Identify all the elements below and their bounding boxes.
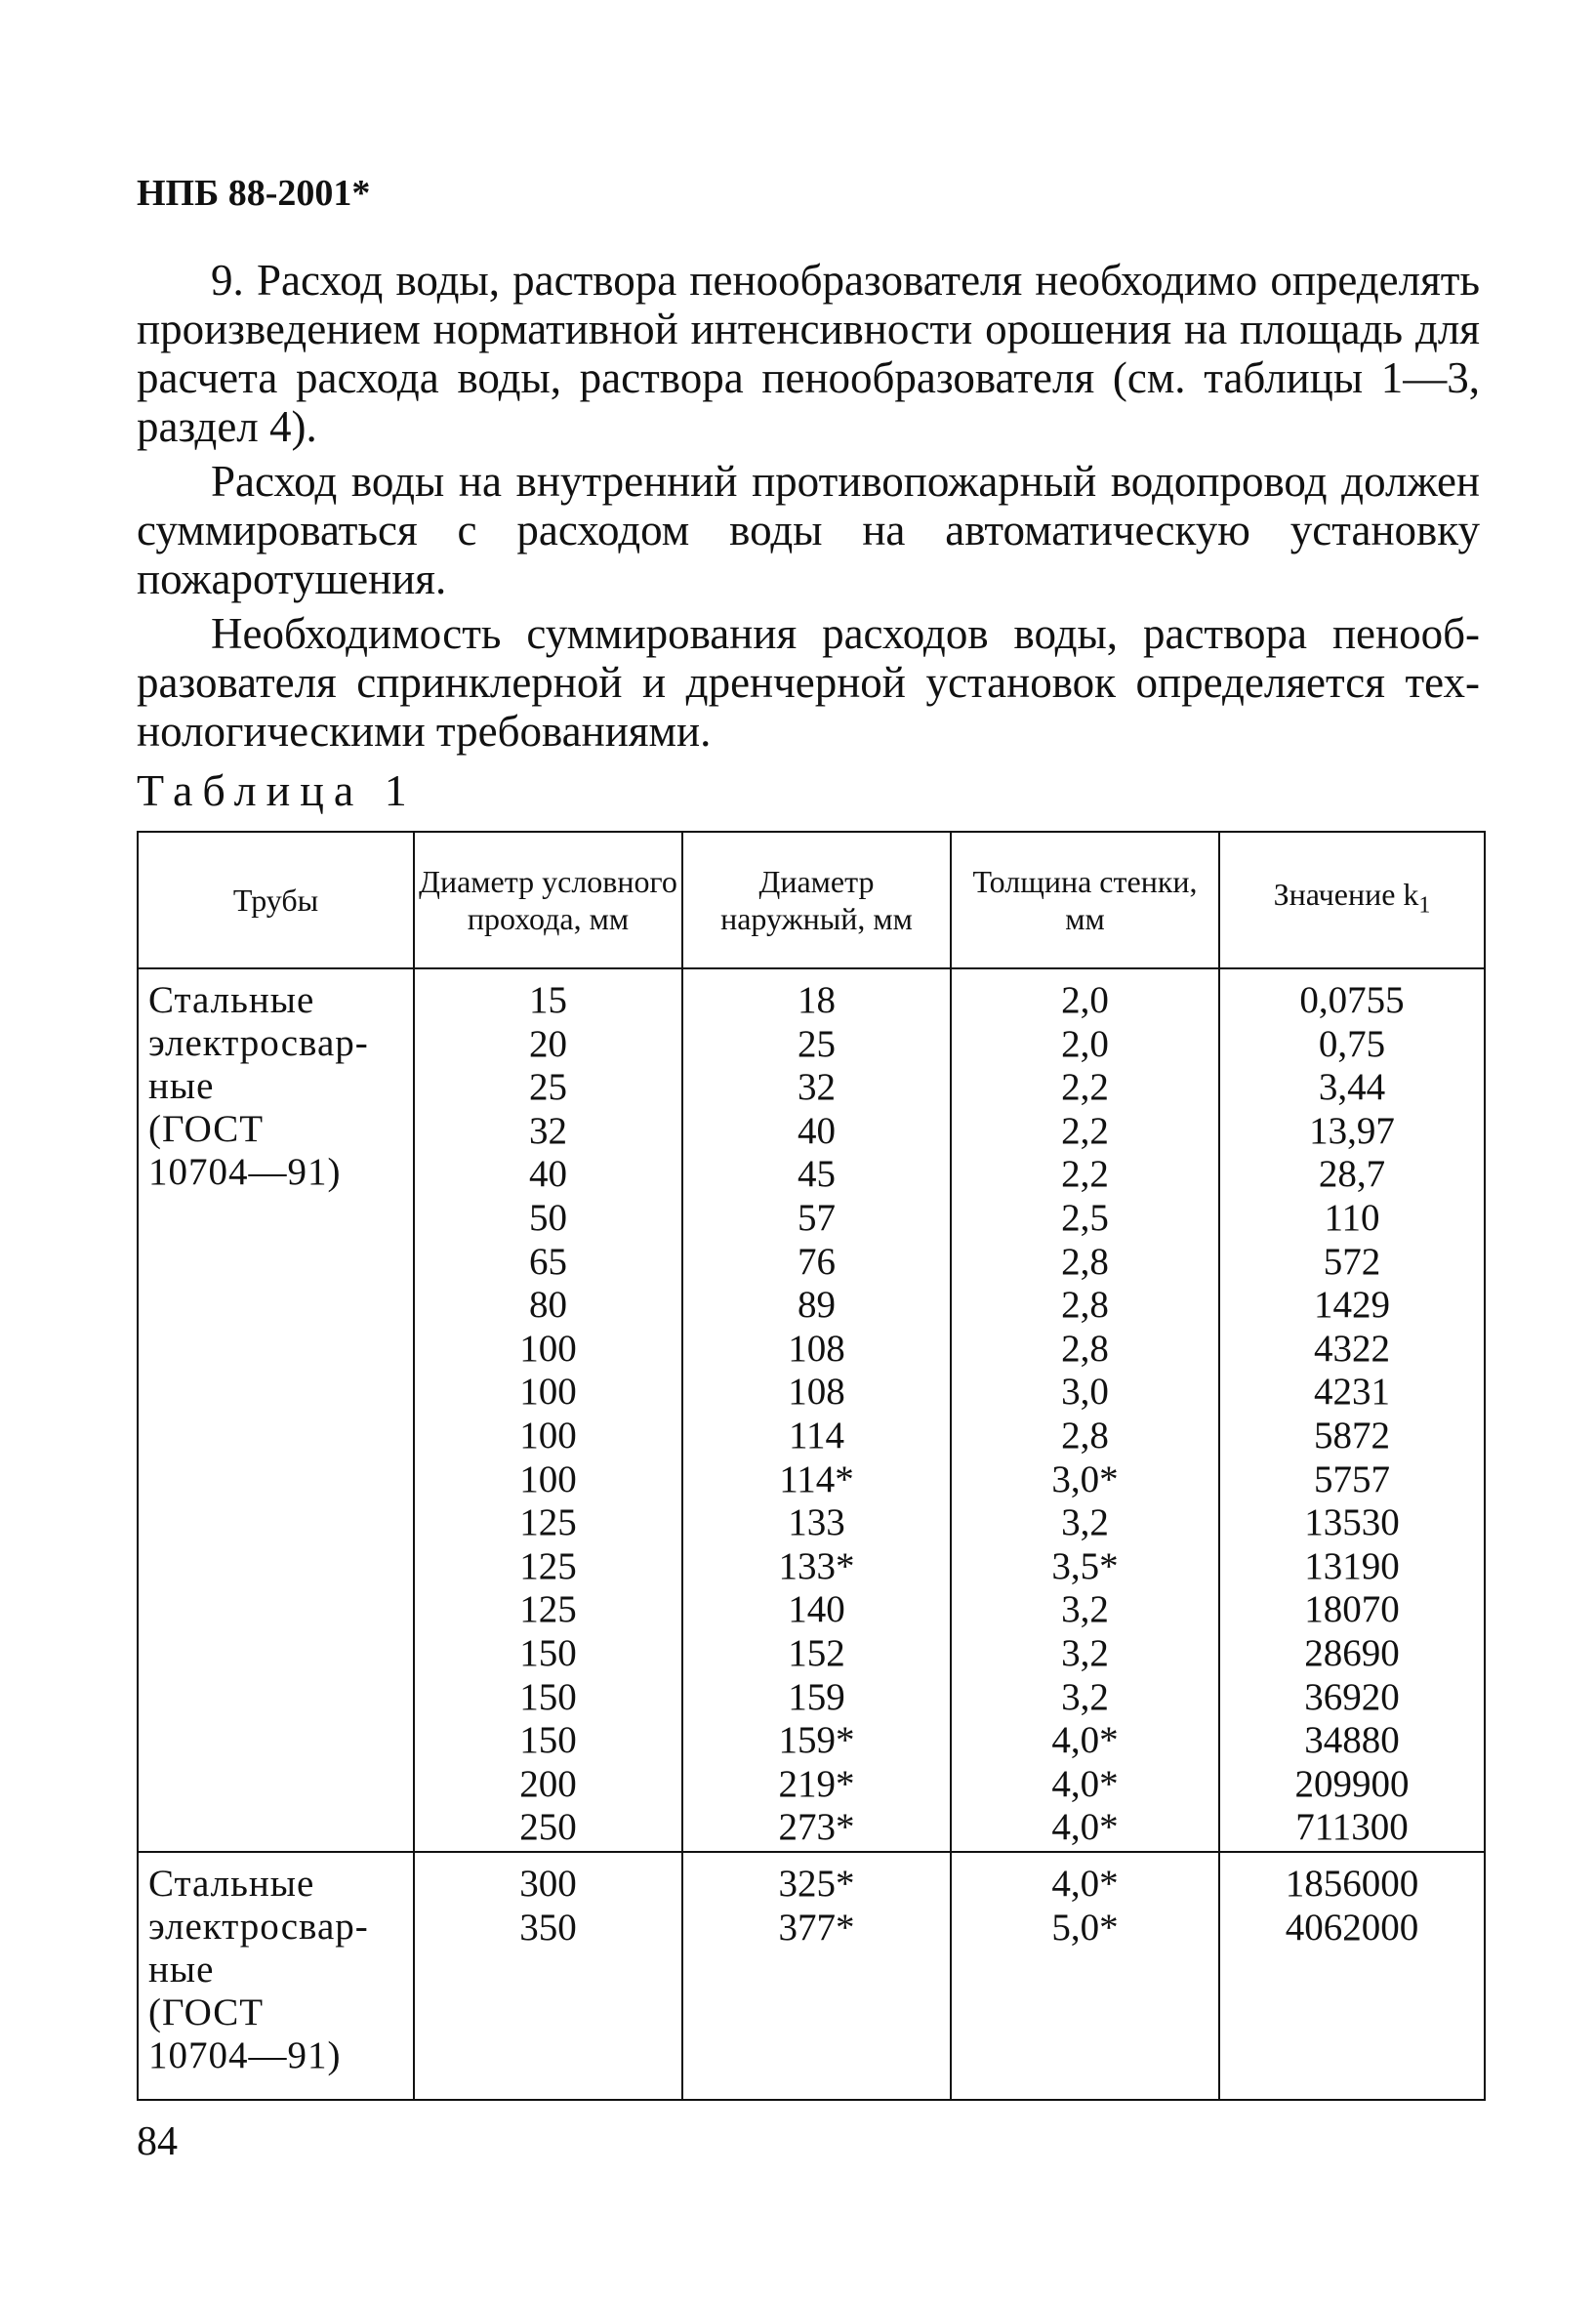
nominal-diameter-value: 40	[529, 1153, 567, 1196]
wall-thickness-value: 2,0	[1061, 1022, 1109, 1065]
nominal-diameter-value: 250	[519, 1806, 577, 1849]
wall-thickness-value: 2,8	[1061, 1414, 1109, 1457]
k1-value-cell	[1219, 1852, 1485, 2100]
k1-value-value: 4322	[1314, 1327, 1390, 1370]
pipe-type-line: электросвар-	[148, 1022, 369, 1064]
outer-diameter-value: 133	[788, 1501, 845, 1544]
wall-thickness-value: 2,2	[1061, 1153, 1109, 1196]
outer-diameter-value: 108	[788, 1371, 845, 1414]
k1-value-value: 28,7	[1318, 1153, 1386, 1196]
k1-label: Значение k	[1273, 877, 1419, 913]
nominal-diameter-value: 100	[519, 1414, 577, 1457]
wall-thickness-value: 5,0*	[1051, 1906, 1119, 1949]
nominal-diameter-value: 32	[529, 1109, 567, 1152]
outer-diameter-value: 159*	[778, 1719, 855, 1762]
k1-value-value: 0,75	[1318, 1022, 1386, 1065]
wall-thickness-value: 2,0	[1061, 979, 1109, 1021]
wall-thickness-value: 2,5	[1061, 1196, 1109, 1239]
outer-diameter-value: 273*	[778, 1806, 855, 1849]
nominal-diameter-value: 80	[529, 1284, 567, 1327]
wall-thickness-value: 4,0*	[1051, 1719, 1119, 1762]
nominal-diameter-cell	[414, 968, 682, 1852]
header-wall-thickness: Толщина стенки, мм	[951, 832, 1219, 968]
pipe-type-line: ные	[148, 1065, 215, 1107]
header-outer-diameter: Диаметр наружный, мм	[682, 832, 951, 968]
outer-diameter-value: 377*	[778, 1906, 855, 1949]
nominal-diameter-value: 100	[519, 1371, 577, 1414]
wall-thickness-value: 3,2	[1061, 1588, 1109, 1631]
outer-diameter-value: 219*	[778, 1762, 855, 1805]
nominal-diameter-value: 150	[519, 1631, 577, 1674]
table-caption: Таблица 1	[137, 765, 417, 815]
wall-thickness-value: 3,0	[1061, 1371, 1109, 1414]
body-text	[137, 256, 1480, 761]
outer-diameter-value: 57	[798, 1196, 836, 1239]
nominal-diameter-value: 125	[519, 1501, 577, 1544]
k1-value-value: 711300	[1295, 1806, 1409, 1849]
k1-value-value: 34880	[1304, 1719, 1400, 1762]
table-header-row	[138, 832, 1485, 968]
nominal-diameter-value: 150	[519, 1719, 577, 1762]
pipe-type-line: Стальные	[148, 1863, 315, 1905]
wall-thickness-value: 4,0*	[1051, 1863, 1119, 1905]
wall-thickness-value: 2,2	[1061, 1109, 1109, 1152]
wall-thickness-cell	[951, 968, 1219, 1852]
nominal-diameter-value: 25	[529, 1066, 567, 1109]
outer-diameter-value: 89	[798, 1284, 836, 1327]
outer-diameter-value: 152	[788, 1631, 845, 1674]
outer-diameter-cell	[682, 968, 951, 1852]
k1-value-value: 36920	[1304, 1675, 1400, 1718]
k1-value-value: 1429	[1314, 1284, 1390, 1327]
paragraph: 9. Расход воды, раствора пенообразователя необходимо определять произведением нормативной интенсивности орошения на площадь для расчета расхода воды, раствора пенообразователя (см. таблицы 1—3, раздел 4).	[137, 256, 1480, 451]
nominal-diameter-value: 125	[519, 1544, 577, 1587]
header-pipes: Трубы	[138, 832, 414, 968]
outer-diameter-value: 159	[788, 1675, 845, 1718]
wall-thickness-value: 3,0*	[1051, 1457, 1119, 1500]
nominal-diameter-value: 50	[529, 1196, 567, 1239]
k1-value-value: 13530	[1304, 1501, 1400, 1544]
k1-value-value: 4231	[1314, 1371, 1390, 1414]
nominal-diameter-value: 100	[519, 1327, 577, 1370]
nominal-diameter-value: 300	[519, 1863, 577, 1905]
pipe-type-cell	[138, 1852, 414, 2100]
k1-value-value: 1856000	[1285, 1863, 1419, 1905]
pipe-type-line: 10704—91)	[148, 2034, 342, 2076]
k1-value-value: 4062000	[1285, 1906, 1419, 1949]
wall-thickness-value: 4,0*	[1051, 1762, 1119, 1805]
table-row-group	[138, 968, 1485, 1852]
k1-value-value: 13,97	[1309, 1109, 1395, 1152]
k1-value-value: 5872	[1314, 1414, 1390, 1457]
outer-diameter-value: 108	[788, 1327, 845, 1370]
k1-value-value: 28690	[1304, 1631, 1400, 1674]
outer-diameter-value: 25	[798, 1022, 836, 1065]
wall-thickness-value: 2,8	[1061, 1240, 1109, 1283]
outer-diameter-value: 18	[798, 979, 836, 1021]
wall-thickness-value: 4,0*	[1051, 1806, 1119, 1849]
header-k1	[1219, 832, 1485, 968]
header-nominal-diameter: Диаметр условного прохода, мм	[414, 832, 682, 968]
nominal-diameter-cell	[414, 1852, 682, 2100]
wall-thickness-value: 3,2	[1061, 1631, 1109, 1674]
k1-value-value: 5757	[1314, 1457, 1390, 1500]
paragraph: Необходимость суммирования расходов воды, раствора пенообразователя спринклерной и дренчерной установок определяется технологическими требованиями.	[137, 609, 1480, 756]
outer-diameter-value: 76	[798, 1240, 836, 1283]
paragraph: Расход воды на внутренний противопожарный водопровод должен суммироваться с расходом воды на автоматическую установку пожаротушения.	[137, 457, 1480, 603]
table-row-group	[138, 1852, 1485, 2100]
k1-subscript: 1	[1418, 892, 1431, 919]
k1-value-value: 110	[1324, 1196, 1380, 1239]
outer-diameter-value: 45	[798, 1153, 836, 1196]
pipe-type-line: электросвар-	[148, 1906, 369, 1948]
wall-thickness-cell	[951, 1852, 1219, 2100]
pipe-type-line: Стальные	[148, 979, 315, 1021]
wall-thickness-value: 2,2	[1061, 1066, 1109, 1109]
nominal-diameter-value: 350	[519, 1906, 577, 1949]
outer-diameter-value: 114	[788, 1414, 845, 1457]
page-number: 84	[137, 2119, 178, 2164]
document-code: НПБ 88-2001*	[137, 173, 371, 214]
outer-diameter-value: 325*	[778, 1863, 855, 1905]
pipe-type-cell	[138, 968, 414, 1852]
wall-thickness-value: 3,2	[1061, 1675, 1109, 1718]
nominal-diameter-value: 100	[519, 1457, 577, 1500]
outer-diameter-value: 114*	[779, 1457, 854, 1500]
nominal-diameter-value: 65	[529, 1240, 567, 1283]
outer-diameter-value: 140	[788, 1588, 845, 1631]
pipe-type-line: ные	[148, 1949, 215, 1991]
pipe-type-line: 10704—91)	[148, 1151, 342, 1193]
k1-value-value: 18070	[1304, 1588, 1400, 1631]
nominal-diameter-value: 125	[519, 1588, 577, 1631]
wall-thickness-value: 2,8	[1061, 1284, 1109, 1327]
pipe-type-line: (ГОСТ	[148, 1108, 265, 1150]
nominal-diameter-value: 15	[529, 979, 567, 1021]
k1-value-value: 209900	[1294, 1762, 1410, 1805]
wall-thickness-value: 2,8	[1061, 1327, 1109, 1370]
k1-value-value: 572	[1323, 1240, 1381, 1283]
pipe-table	[137, 831, 1486, 2101]
outer-diameter-value: 32	[798, 1066, 836, 1109]
outer-diameter-value: 133*	[778, 1544, 855, 1587]
k1-value-cell	[1219, 968, 1485, 1852]
outer-diameter-value: 40	[798, 1109, 836, 1152]
nominal-diameter-value: 20	[529, 1022, 567, 1065]
nominal-diameter-value: 150	[519, 1675, 577, 1718]
k1-value-value: 13190	[1304, 1544, 1400, 1587]
wall-thickness-value: 3,2	[1061, 1501, 1109, 1544]
wall-thickness-value: 3,5*	[1051, 1544, 1119, 1587]
nominal-diameter-value: 200	[519, 1762, 577, 1805]
k1-value-value: 0,0755	[1299, 979, 1405, 1021]
k1-value-value: 3,44	[1318, 1066, 1386, 1109]
pipe-type-line: (ГОСТ	[148, 1991, 265, 2033]
outer-diameter-cell	[682, 1852, 951, 2100]
